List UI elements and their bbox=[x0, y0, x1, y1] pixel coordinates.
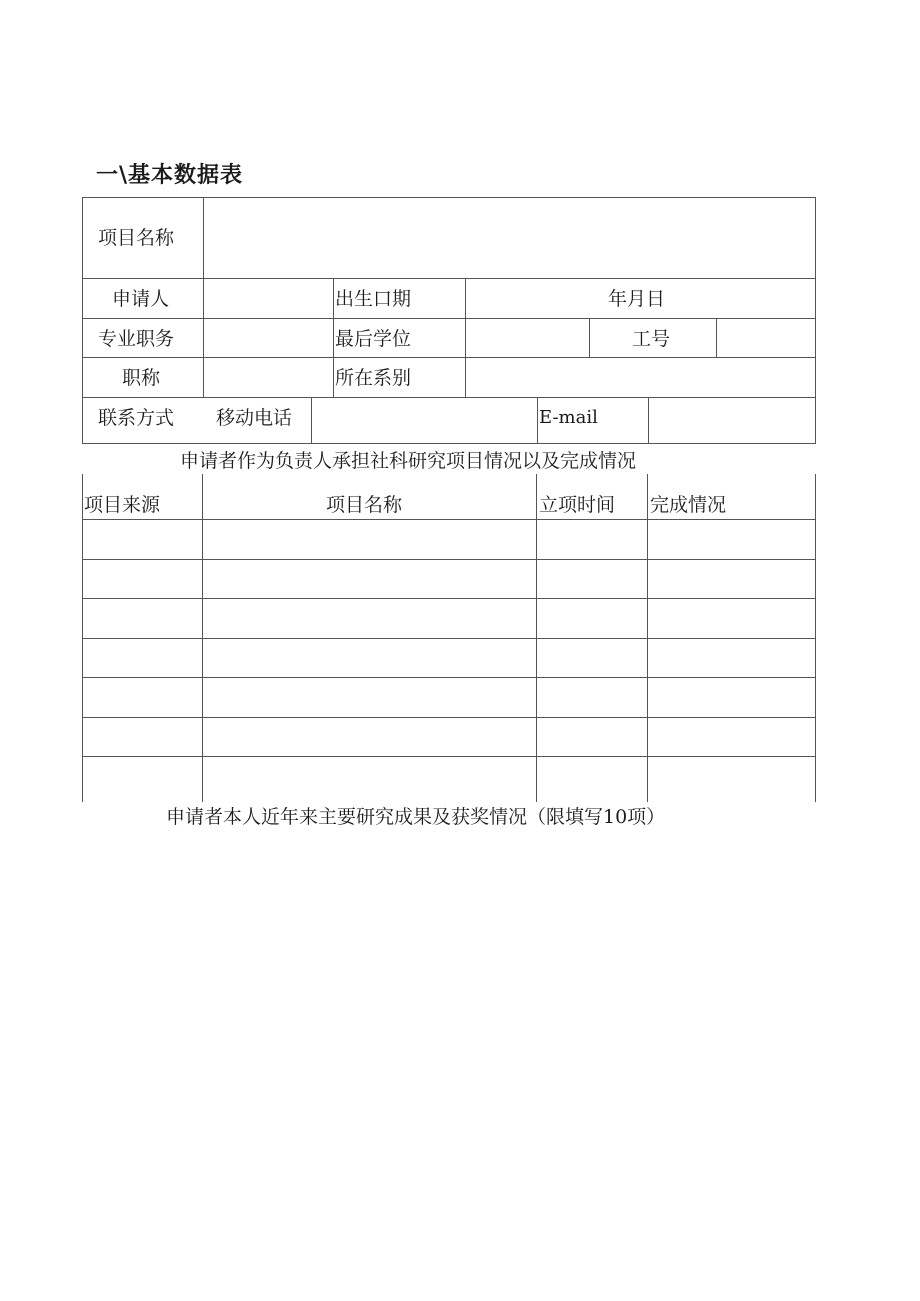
table-border bbox=[648, 397, 649, 444]
table-cell[interactable] bbox=[88, 568, 198, 592]
table-cell[interactable] bbox=[653, 687, 811, 711]
birth-date-label: 出生口期 bbox=[335, 288, 412, 310]
table-border bbox=[82, 397, 816, 398]
table-cell[interactable] bbox=[88, 768, 198, 792]
table-cell[interactable] bbox=[653, 768, 811, 792]
page-title: 一\基本数据表 bbox=[96, 163, 244, 188]
table-cell[interactable] bbox=[88, 608, 198, 632]
table-border bbox=[82, 197, 83, 444]
applicant-field[interactable] bbox=[210, 288, 328, 312]
header-project-source: 项目来源 bbox=[84, 494, 161, 516]
projects-caption: 申请者作为负责人承担社科研究项目情况以及完成情况 bbox=[180, 450, 637, 472]
table-cell[interactable] bbox=[542, 726, 642, 750]
degree-label: 最后学位 bbox=[335, 328, 412, 350]
table-border bbox=[589, 318, 590, 357]
table-cell[interactable] bbox=[208, 726, 532, 750]
table-cell[interactable] bbox=[542, 568, 642, 592]
table-cell[interactable] bbox=[653, 647, 811, 671]
table-border bbox=[82, 278, 816, 279]
rank-label: 职称 bbox=[122, 367, 161, 389]
table-border bbox=[82, 598, 816, 599]
department-label: 所在系别 bbox=[335, 367, 412, 389]
table-cell[interactable] bbox=[208, 768, 532, 792]
table-cell[interactable] bbox=[542, 608, 642, 632]
table-border bbox=[82, 519, 816, 520]
table-border bbox=[716, 318, 717, 357]
rank-field[interactable] bbox=[210, 367, 328, 391]
employee-id-field[interactable] bbox=[722, 328, 810, 352]
table-border bbox=[82, 357, 816, 358]
table-cell[interactable] bbox=[88, 647, 198, 671]
project-name-label: 项目名称 bbox=[98, 227, 175, 249]
table-border bbox=[311, 397, 312, 444]
table-cell[interactable] bbox=[88, 687, 198, 711]
table-cell[interactable] bbox=[542, 647, 642, 671]
mobile-label: 移动电话 bbox=[216, 407, 293, 429]
birth-date-field[interactable]: 年月日 bbox=[608, 288, 666, 310]
achievements-caption: 申请者本人近年来主要研究成果及获奖情况（限填写10项） bbox=[166, 806, 666, 828]
table-border bbox=[815, 197, 816, 444]
table-cell[interactable] bbox=[653, 568, 811, 592]
table-border bbox=[465, 278, 466, 397]
table-cell[interactable] bbox=[542, 687, 642, 711]
table-border bbox=[537, 397, 538, 444]
header-project-name: 项目名称 bbox=[326, 494, 403, 516]
table-cell[interactable] bbox=[542, 768, 642, 792]
employee-id-label: 工号 bbox=[632, 328, 671, 350]
mobile-field[interactable] bbox=[318, 407, 532, 431]
header-completion: 完成情况 bbox=[650, 494, 727, 516]
table-border bbox=[82, 559, 816, 560]
department-field[interactable] bbox=[472, 367, 810, 391]
table-border bbox=[333, 278, 334, 397]
table-border bbox=[82, 318, 816, 319]
table-border bbox=[82, 756, 816, 757]
table-cell[interactable] bbox=[208, 568, 532, 592]
project-name-field[interactable] bbox=[215, 227, 805, 251]
table-cell[interactable] bbox=[653, 726, 811, 750]
table-border bbox=[82, 677, 816, 678]
applicant-label: 申请人 bbox=[112, 288, 170, 310]
table-cell[interactable] bbox=[88, 726, 198, 750]
table-border bbox=[82, 443, 816, 444]
table-cell[interactable] bbox=[208, 687, 532, 711]
table-cell[interactable] bbox=[208, 608, 532, 632]
table-border bbox=[82, 717, 816, 718]
table-cell[interactable] bbox=[208, 529, 532, 553]
table-border bbox=[203, 197, 204, 397]
header-start-date: 立项时间 bbox=[539, 494, 616, 516]
table-border bbox=[82, 638, 816, 639]
degree-field[interactable] bbox=[472, 328, 584, 352]
table-cell[interactable] bbox=[653, 529, 811, 553]
title-position-label: 专业职务 bbox=[98, 328, 175, 350]
email-label: E-mail bbox=[539, 407, 598, 428]
email-field[interactable] bbox=[655, 407, 810, 431]
table-cell[interactable] bbox=[208, 647, 532, 671]
table-cell[interactable] bbox=[542, 529, 642, 553]
table-cell[interactable] bbox=[653, 608, 811, 632]
table-border bbox=[82, 197, 816, 198]
table-cell[interactable] bbox=[88, 529, 198, 553]
contact-label: 联系方式 bbox=[98, 407, 175, 429]
title-position-field[interactable] bbox=[210, 328, 328, 352]
